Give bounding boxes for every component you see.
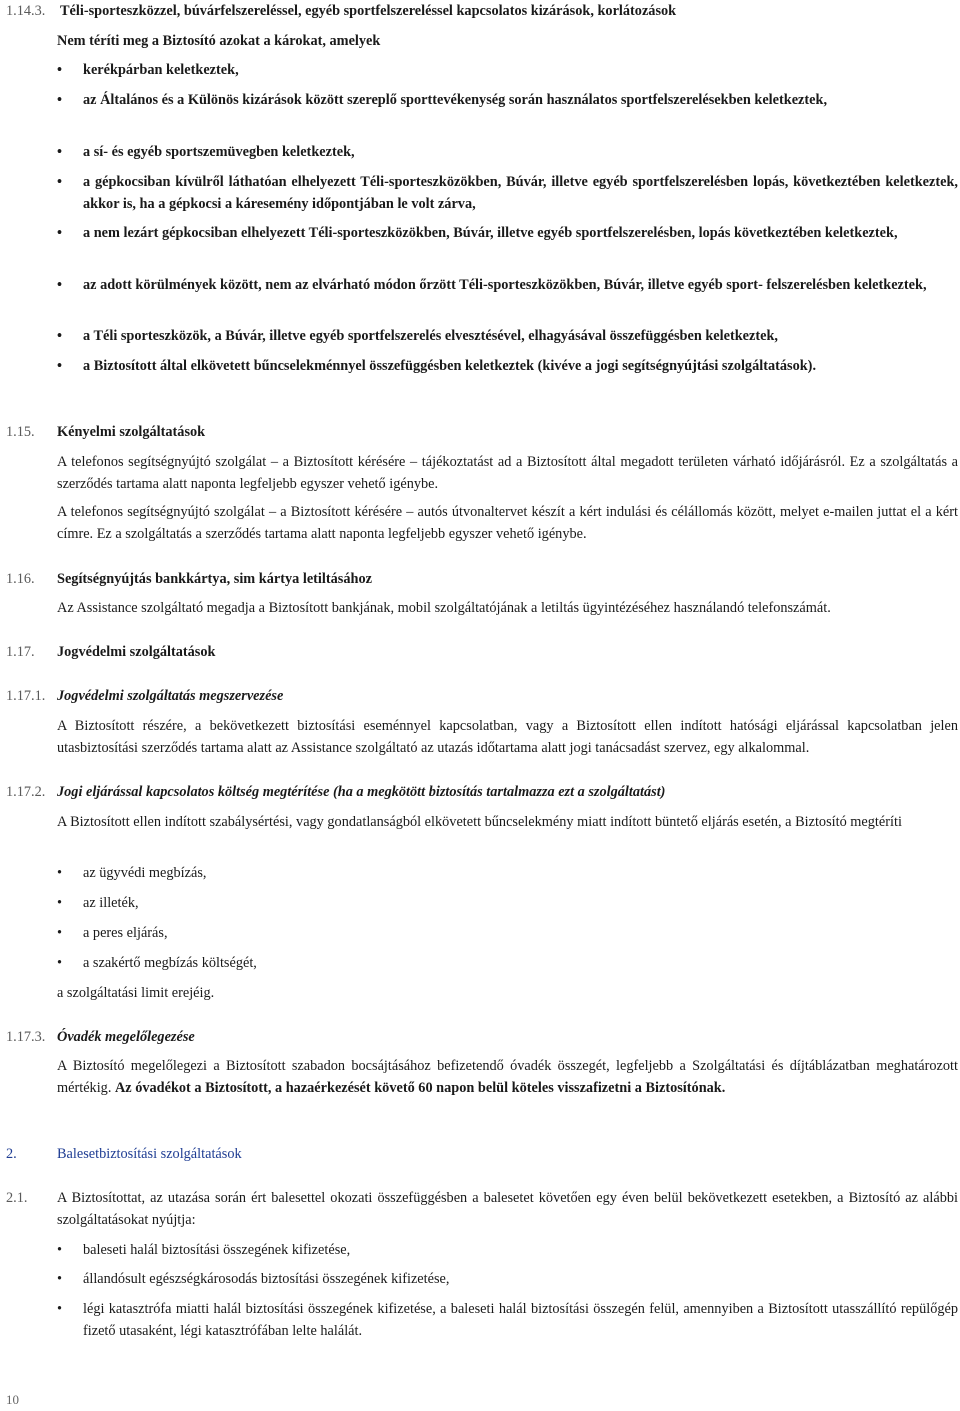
list-item: • az adott körülmények között, nem az elvárható módon őrzött Téli-sporteszközökben, Búvár, illetve egyéb sport- felszerelésben keletkeztek, [57,274,958,296]
paragraph: A Biztosított ellen indított szabálysértési, vagy gondatlanságból elkövetett bűncselekmény miatt indított büntető eljárás esetén, a Biztosító megtéríti [57,814,902,830]
paragraph: a szolgáltatási limit erejéig. [57,985,215,1001]
paragraph: A Biztosított részére, a bekövetkezett biztosítási eseménnyel kapcsolatban, vagy a Biztosított ellen indított hatósági eljárással kapcsolatban jelen utasbiztosítási szerződés tartama alatt az Assistance szolgáltató az utazás időtartama alatt jogi tanácsadást szervez, egy alkalommal. [57,718,958,756]
list-item: • baleseti halál biztosítási összegének kifizetése, [57,1239,958,1261]
paragraph: Az Assistance szolgáltató megadja a Biztosított bankjának, mobil szolgáltatójának a letiltás ügyintézéséhez használandó telefonszámát. [57,600,831,616]
paragraph: A Biztosító megelőlegezi a Biztosított szabadon bocsájtásához befizetendő óvadék összegét, legfeljebb a Szolgáltatási és díjtáblázatban meghatározott mértékig. Az óvadékot a Biztosított, a hazaérkezését követő 60 napon belül köteles visszafizetni a Biztosítónak. [57,1058,958,1096]
list-item: • kerékpárban keletkeztek, [57,59,958,81]
list-item: • az ügyvédi megbízás, [57,862,958,884]
bullet-icon: • [57,1301,63,1317]
bullet-icon: • [57,358,63,374]
section-number-1-16: 1.16. [6,571,35,587]
section-title-1-17-3: Óvadék megelőlegezése [57,1029,195,1045]
paragraph: A telefonos segítségnyújtó szolgálat – a Biztosított kérésére – autós útvonaltervet készít a kért indulási és célállomás között, melyet e-mailen juttat el a kért címre. Ez a szolgáltatás a szerződés tartama alatt naponta legfeljebb egyszer vehető igénybe. [57,504,958,542]
list-item: • állandósult egészségkárosodás biztosítási összegének kifizetése, [57,1268,958,1290]
section-title-1-17-1: Jogvédelmi szolgáltatás megszervezése [57,688,284,704]
list-item: • a peres eljárás, [57,922,958,944]
bullet-icon: • [57,1271,63,1287]
section-number-1-17-1: 1.17.1. [6,688,46,704]
bullet-icon: • [57,1242,63,1258]
bullet-icon: • [57,62,63,78]
section-number-2: 2. [6,1146,17,1162]
list-item: • az Általános és a Különös kizárások között szereplő sporttevékenység során használatos sportfelszerelésekben keletkeztek, [57,89,958,111]
bullet-icon: • [57,277,63,293]
list-item: • a sí- és egyéb sportszemüvegben keletkeztek, [57,141,958,163]
bullet-icon: • [57,144,63,160]
list-item: • a Biztosított által elkövetett bűncselekménnyel összefüggésben keletkeztek (kivéve a jogi segítségnyújtási szolgáltatások). [57,355,958,377]
bullet-icon: • [57,174,63,190]
bullet-icon: • [57,225,63,241]
list-item: • a nem lezárt gépkocsiban elhelyezett Téli-sporteszközökben, Búvár, illetve egyéb sportfelszerelésben, lopás következtében keletkeztek, [57,222,958,244]
page-number: 10 [6,1392,19,1407]
section-title-1-14-3: Téli-sporteszközzel, búvárfelszereléssel, egyéb sportfelszereléssel kapcsolatos kizárások, korlátozások [60,3,677,19]
emphasis-text: Az óvadékot a Biztosított, a hazaérkezését követő 60 napon belül köteles visszafizetni a Biztosítónak. [114,1080,726,1096]
list-item: • az illeték, [57,892,958,914]
paragraph: A Biztosítottat, az utazása során ért balesettel okozati összefüggésben a balesetet követően egy éven belül bekövetkezett esetekben, a Biztosító az alábbi szolgáltatásokat nyújtja: [57,1190,958,1228]
section-number-2-1: 2.1. [6,1190,28,1206]
list-item: • légi katasztrófa miatti halál biztosítási összegének kifizetése, a baleseti halál biztosítási összegén felül, amennyiben a Biztosított utasszállító repülőgép fizető utasaként, légi katasztrófában lelte halálát. [57,1298,958,1342]
exclusion-intro: Nem téríti meg a Biztosító azokat a károkat, amelyek [57,33,381,49]
bullet-icon: • [57,328,63,344]
bullet-icon: • [57,925,63,941]
section-title-1-17-2: Jogi eljárással kapcsolatos költség megtérítése (ha a megkötött biztosítás tartalmazza ezt a szolgáltatást) [57,784,666,800]
section-number-1-17-2: 1.17.2. [6,784,46,800]
section-title-1-15: Kényelmi szolgáltatások [57,424,206,440]
section-title-1-17: Jogvédelmi szolgáltatások [57,644,216,660]
section-number-1-17-3: 1.17.3. [6,1029,46,1045]
section-title-2: Balesetbiztosítási szolgáltatások [57,1146,242,1162]
bullet-icon: • [57,92,63,108]
bullet-icon: • [57,955,63,971]
list-item: • a Téli sporteszközök, a Búvár, illetve egyéb sportfelszerelés elvesztésével, elhagyásával összefüggésben keletkeztek, [57,325,958,347]
bullet-icon: • [57,865,63,881]
list-item: • a szakértő megbízás költségét, [57,952,958,974]
section-number-1-15: 1.15. [6,424,35,440]
section-number-1-17: 1.17. [6,644,35,660]
paragraph: A telefonos segítségnyújtó szolgálat – a Biztosított kérésére – tájékoztatást ad a Biztosított által megadott területen várható időjárásról. Ez a szolgáltatás a szerződés tartama alatt naponta legfeljebb egyszer vehető igénybe. [57,454,958,492]
bullet-icon: • [57,895,63,911]
list-item: • a gépkocsiban kívülről láthatóan elhelyezett Téli-sporteszközökben, Búvár, illetve egyéb sportfelszerelésben lopás, következtében keletkeztek, akkor is, ha a gépkocsi a káresemény időpontjában le volt zárva, [57,171,958,215]
section-title-1-16: Segítségnyújtás bankkártya, sim kártya letiltásához [57,571,372,587]
section-number-1-14-3: 1.14.3. [6,3,46,19]
